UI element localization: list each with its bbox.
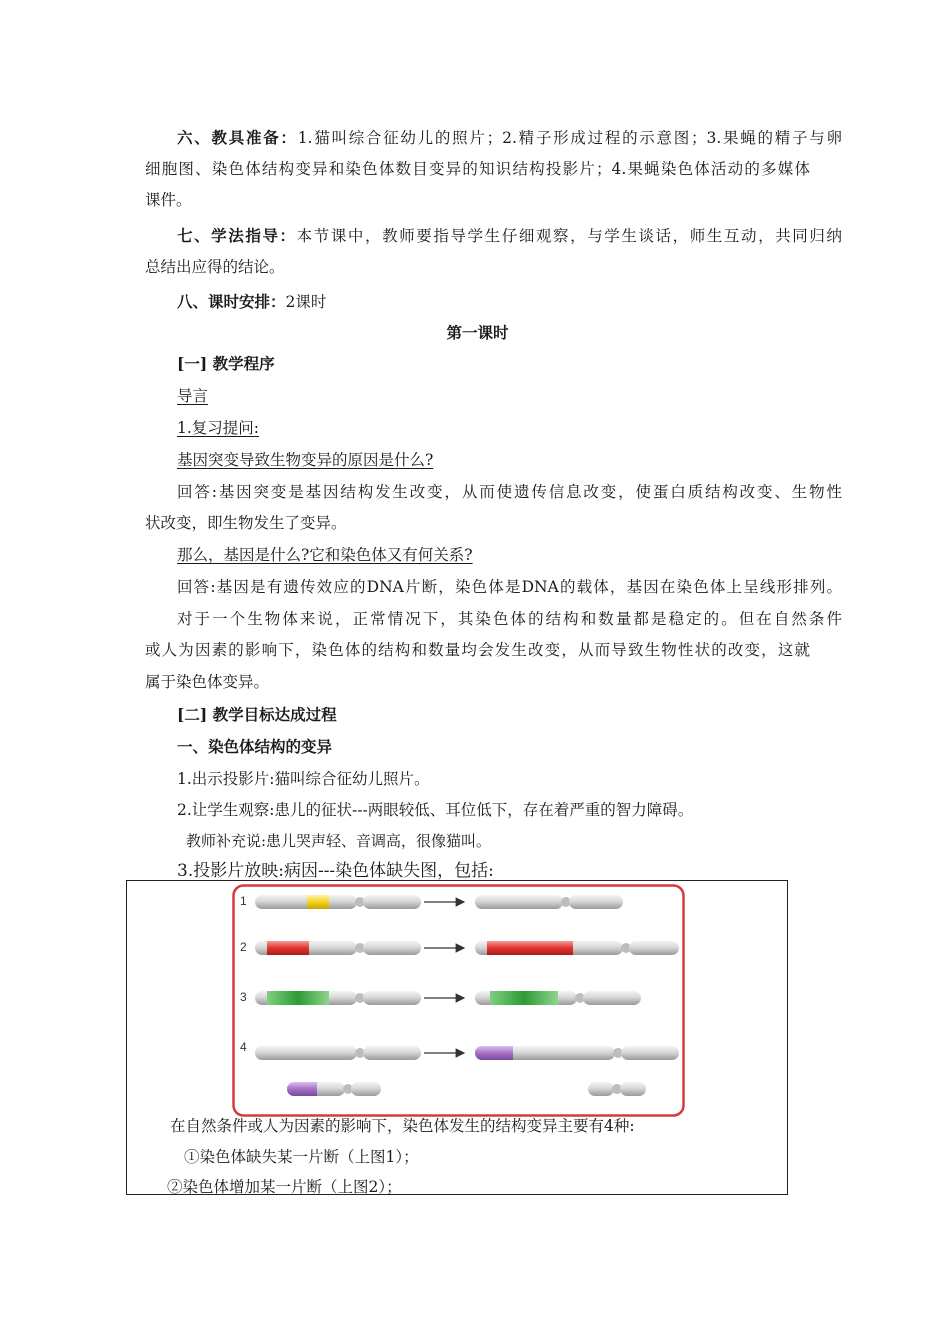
row-number-4: 4 [240, 1040, 247, 1054]
chromosome-row-3-result [475, 991, 641, 1005]
chromosome-row-3-original [255, 991, 421, 1005]
part1-intro: 导言 [177, 387, 209, 405]
part1-review-wrap [177, 418, 807, 438]
section7-line1 [145, 226, 842, 246]
part1-answer2: 回答:基因是有遗传效应的DNA片断，染色体是DNA的载体，基因在染色体上呈线形排列。 [177, 578, 842, 596]
part1-paragraph-line3: 属于染色体变异。 [145, 673, 270, 691]
section6-line3: 课件。 [145, 191, 192, 209]
part2-item2: 2.让学生观察:患儿的征状---两眼较低、耳位低下，存在着严重的智力障碍。 [177, 801, 694, 819]
chromosome-figure [232, 884, 685, 1117]
part1-q1-wrap [177, 450, 807, 470]
section6-line2: 细胞图、染色体结构变异和染色体数目变异的知识结构投影片；4.果蝇染色体活动的多媒体 [145, 160, 810, 178]
chromosome-row-1-result [475, 895, 623, 909]
section8-line [145, 292, 842, 312]
figure-item-2: ②染色体增加某一片断（上图2）； [167, 1178, 402, 1196]
chromosome-row-1-original [255, 895, 421, 909]
row-number-3: 3 [240, 990, 247, 1004]
part1-answer1-line2: 状改变，即生物发生了变异。 [145, 514, 347, 532]
part1-paragraph-line1: 对于一个生物体来说，正常情况下，其染色体的结构和数量都是稳定的。但在自然条件 [177, 610, 842, 628]
row-number-2: 2 [240, 940, 247, 954]
section7-text1: 本节课中，教师要指导学生仔细观察，与学生谈话，师生互动，共同归纳 [296, 227, 842, 245]
part1-intro-wrap [177, 386, 807, 406]
section6-text1: 1.猫叫综合征幼儿的照片；2.精子形成过程的示意图；3.果蝇的精子与卵 [297, 129, 842, 147]
figure-caption: 在自然条件或人为因素的影响下，染色体发生的结构变异主要有4种: [170, 1117, 635, 1135]
part2-subheading: 一、染色体结构的变异 [177, 737, 333, 756]
part1-heading: [一] 教学程序 [177, 354, 275, 373]
part2-heading: [二] 教学目标达成过程 [177, 705, 337, 724]
part1-q2-wrap [177, 545, 807, 565]
figure-item-1: ①染色体缺失某一片断（上图1）； [184, 1148, 419, 1166]
part1-answer1-line1: 回答:基因突变是基因结构发生改变，从而使遗传信息改变，使蛋白质结构改变、生物性 [177, 483, 842, 501]
section7-line2: 总结出应得的结论。 [145, 258, 285, 276]
part1-paragraph-line2: 或人为因素的影响下，染色体的结构和数量均会发生改变，从而导致生物性状的改变，这就 [145, 641, 810, 659]
part1-question2: 那么，基因是什么?它和染色体又有何关系? [177, 546, 473, 564]
part2-item1: 1.出示投影片:猫叫综合征幼儿照片。 [177, 770, 430, 788]
section8-label: 八、课时安排： [177, 292, 286, 311]
section6-label: 六、教具准备： [177, 128, 298, 147]
chromosome-row-2-original [255, 941, 421, 955]
section6-line1 [145, 128, 842, 148]
section7-label: 七、学法指导： [177, 226, 297, 245]
chromosome-row-2-result [475, 941, 679, 955]
part2-teacher-note: 教师补充说:患儿哭声轻、音调高，很像猫叫。 [186, 832, 492, 850]
part2-item3: 3.投影片放映:病因---染色体缺失图，包括: [177, 861, 494, 881]
part1-question1: 基因突变导致生物变异的原因是什么? [177, 451, 434, 469]
section8-value: 2课时 [285, 293, 327, 311]
row-number-1: 1 [240, 894, 247, 908]
lesson-title: 第一课时 [446, 323, 509, 342]
part1-review: 1.复习提问: [177, 419, 260, 437]
